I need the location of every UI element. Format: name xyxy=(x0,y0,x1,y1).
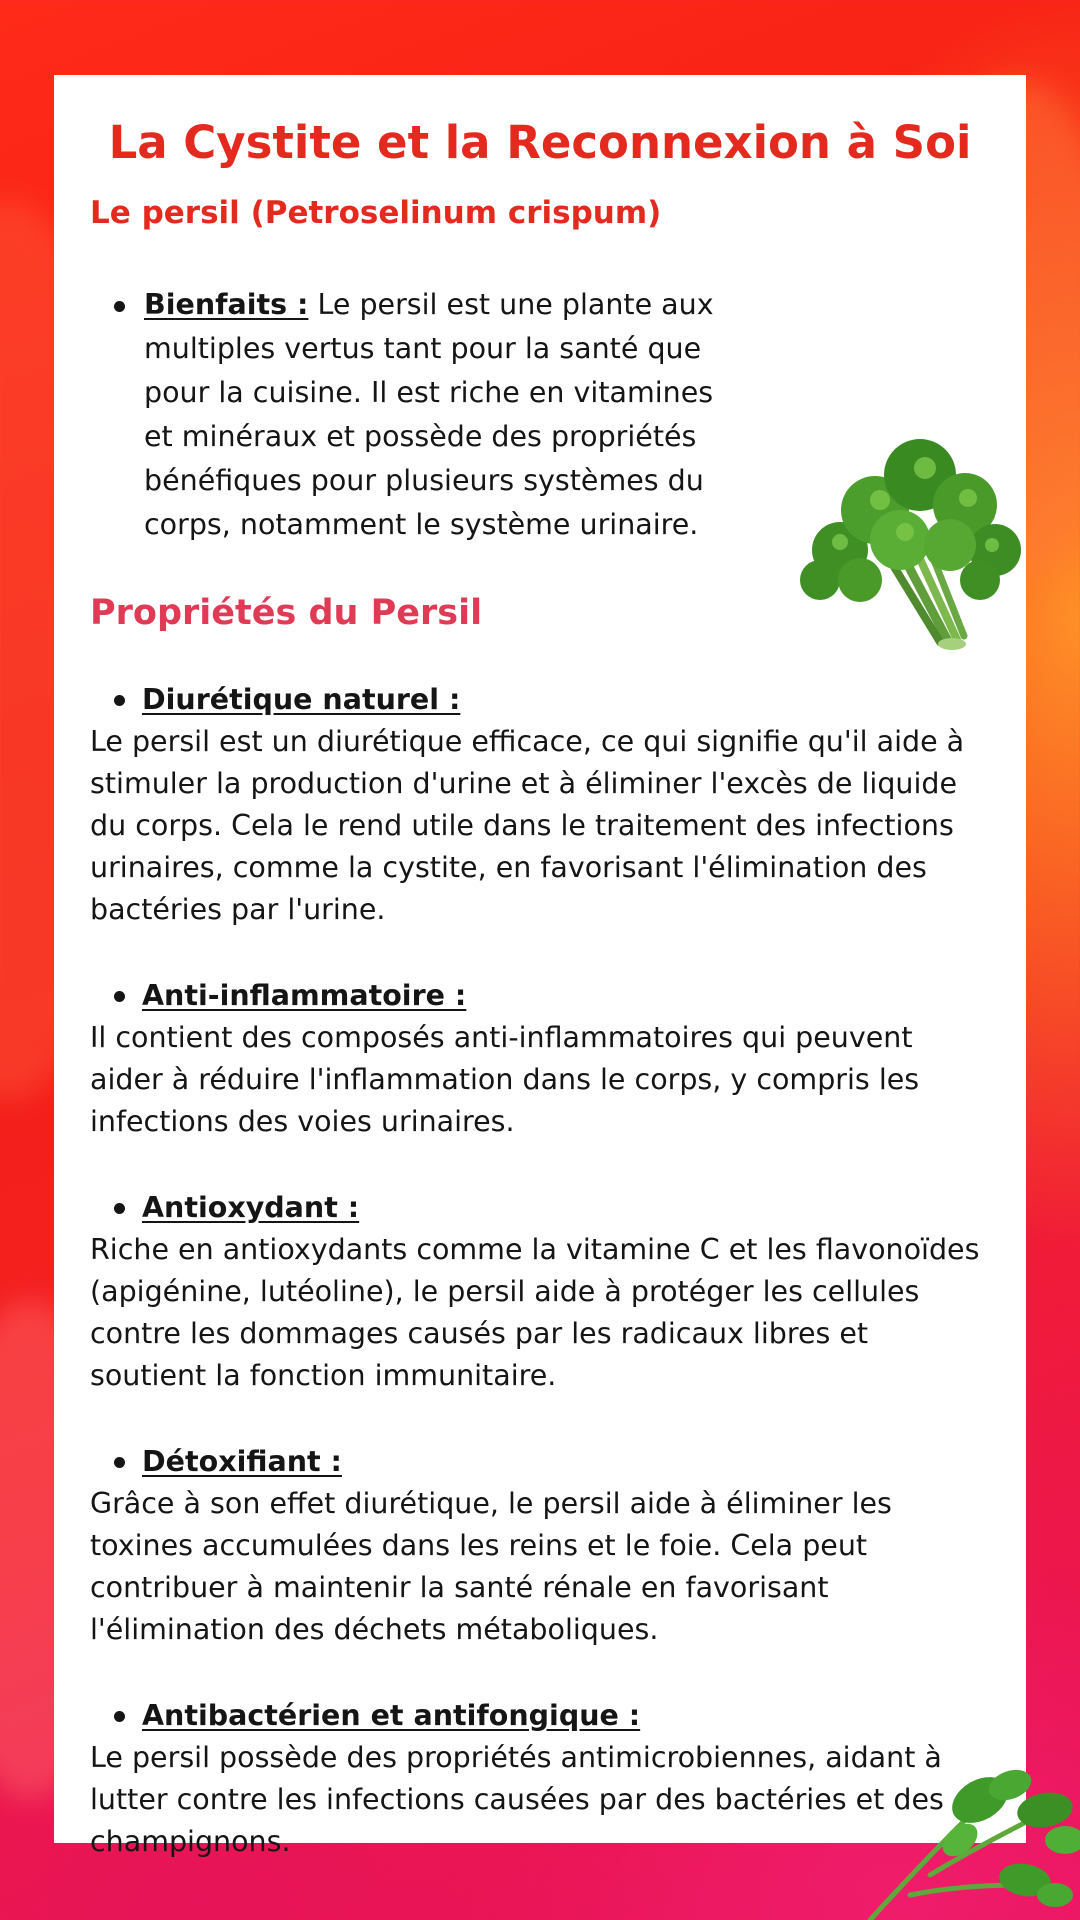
property-heading xyxy=(90,1441,990,1483)
content-card xyxy=(54,75,1026,1858)
property-label: Antioxydant : xyxy=(142,1191,360,1224)
bullet-dot xyxy=(114,301,125,312)
bullet-dot xyxy=(114,1457,125,1468)
property-text: Le persil possède des propriétés antimicrobiennes, aidant à lutter contre les infections causées par des bactéries et des champignons. xyxy=(90,1741,944,1858)
page-title: La Cystite et la Reconnexion à Soi xyxy=(108,116,972,169)
benefits-text: Le persil est une plante aux multiples vertus tant pour la santé que pour la cuisine. Il est riche en vitamines et minéraux et possède des propriétés bénéfiques pour plusieurs systèmes du corps, notamment le système urinaire. xyxy=(144,288,714,541)
bullet-dot xyxy=(114,991,125,1002)
bullet-dot xyxy=(114,1711,125,1722)
property-item xyxy=(90,1441,990,1651)
property-label: Antibactérien et antifongique : xyxy=(142,1699,641,1732)
bullet-dot xyxy=(114,695,125,706)
bullet-dot xyxy=(114,1203,125,1214)
property-heading xyxy=(90,679,990,721)
benefits-label: Bienfaits : xyxy=(144,288,309,321)
property-text: Grâce à son effet diurétique, le persil aide à éliminer les toxines accumulées dans les reins et le foie. Cela peut contribuer à maintenir la santé rénale en favorisant l'élimination des déchets métaboliques. xyxy=(90,1487,892,1646)
property-text: Il contient des composés anti-inflammatoires qui peuvent aider à réduire l'inflammation dans le corps, y compris les infections des voies urinaires. xyxy=(90,1021,920,1138)
property-text: Riche en antioxydants comme la vitamine C et les flavonoïdes (apigénine, lutéoline), le persil aide à protéger les cellules contre les dommages causés par les radicaux libres et soutient la fonction immunitaire. xyxy=(90,1233,980,1392)
property-label: Anti-inflammatoire : xyxy=(142,979,467,1012)
plant-subtitle: Le persil (Petroselinum crispum) xyxy=(90,195,662,231)
property-label: Détoxifiant : xyxy=(142,1445,342,1478)
property-heading xyxy=(90,1695,990,1737)
property-label: Diurétique naturel : xyxy=(142,683,461,716)
parsley-sprig-illustration xyxy=(850,1755,1080,1920)
parsley-bunch-illustration xyxy=(780,430,1030,660)
property-heading xyxy=(90,1187,990,1229)
properties-list xyxy=(90,679,990,1863)
property-text: Le persil est un diurétique efficace, ce qui signifie qu'il aide à stimuler la production d'urine et à éliminer l'excès de liquide du corps. Cela le rend utile dans le traitement des infections urinaires, comme la cystite, en favorisant l'élimination des bactéries par l'urine. xyxy=(90,725,965,926)
property-item xyxy=(90,679,990,931)
property-heading xyxy=(90,975,990,1017)
property-item xyxy=(90,1187,990,1397)
section-title: Propriétés du Persil xyxy=(90,593,483,633)
property-item xyxy=(90,975,990,1143)
